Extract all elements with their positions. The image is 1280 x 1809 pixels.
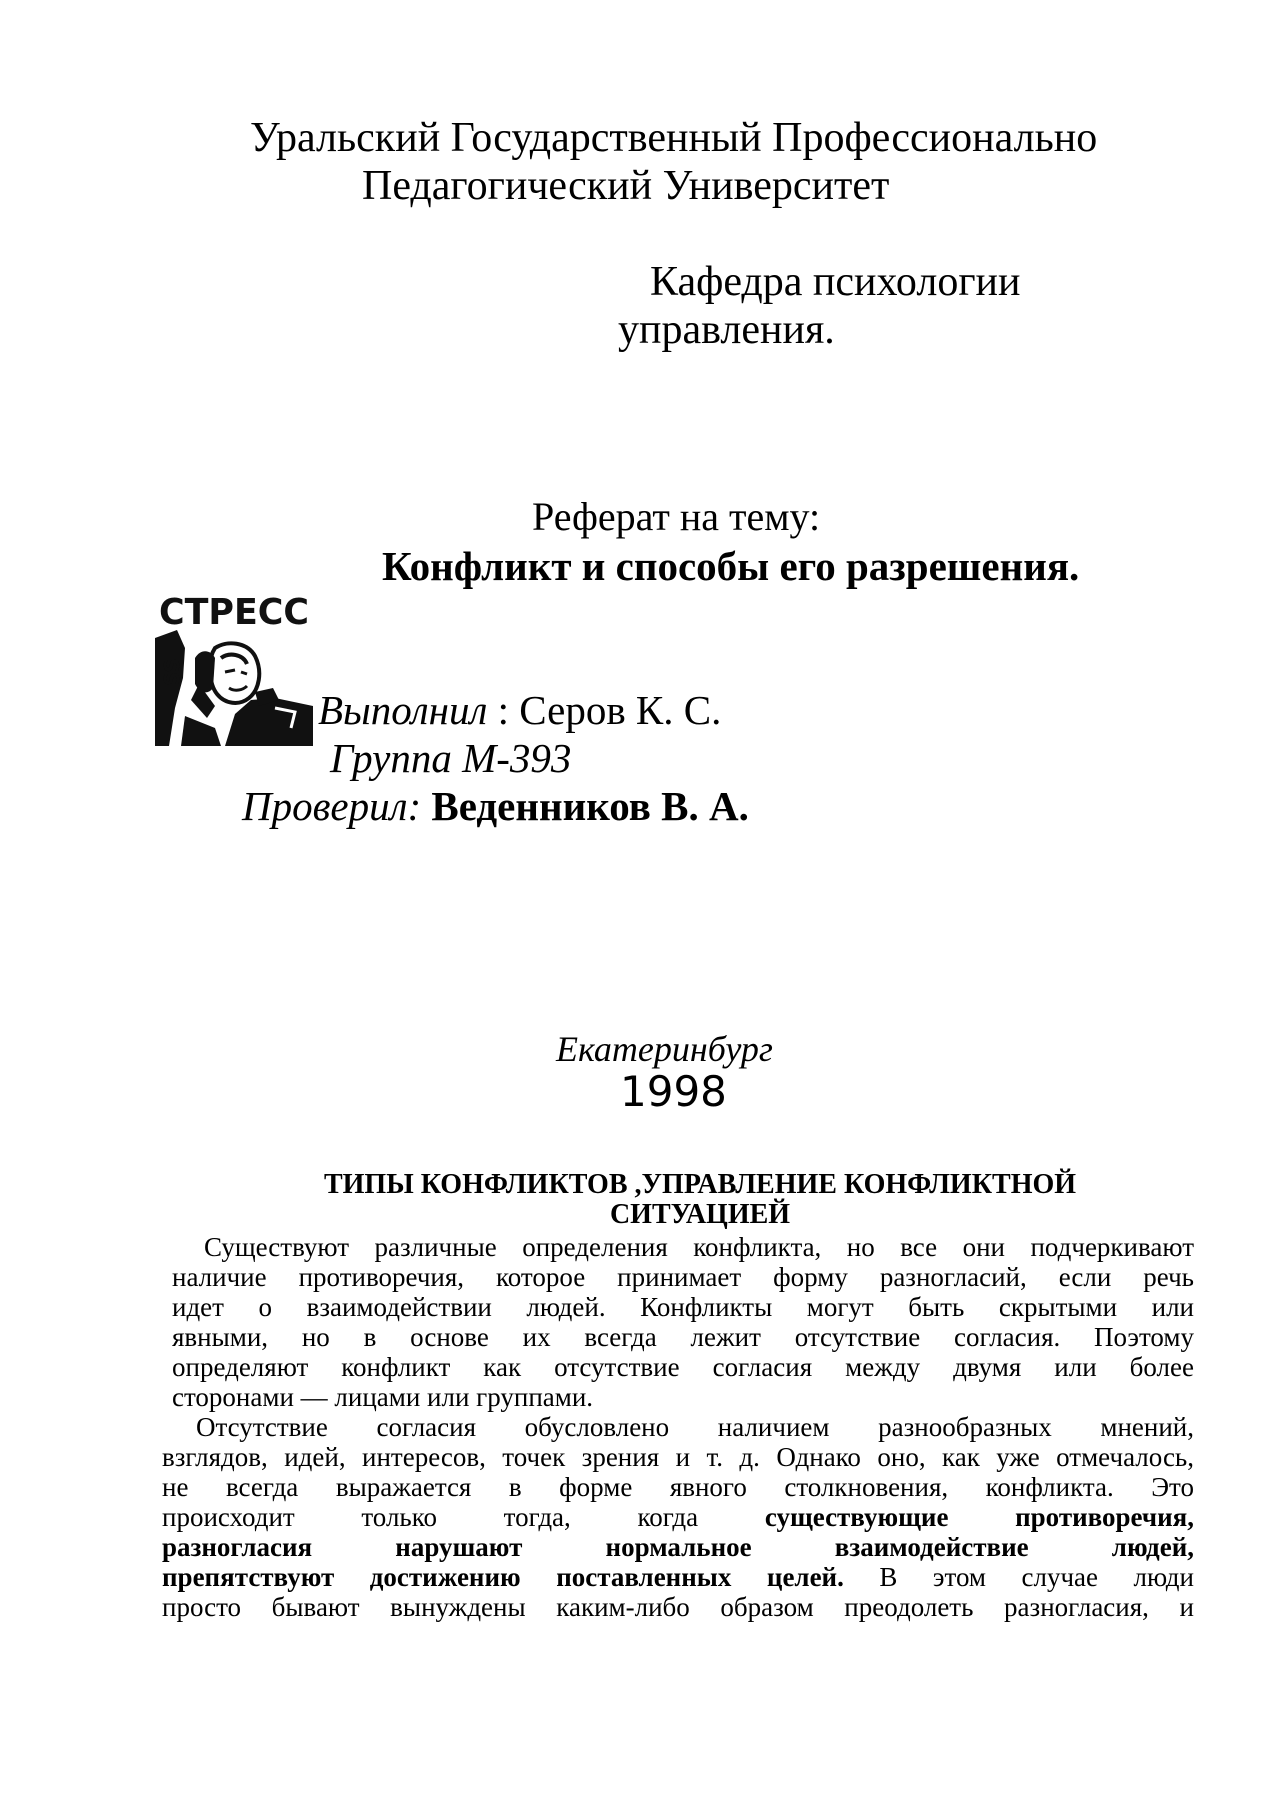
p2-bold-2: разногласия нарушают нормальное взаимодействие людей, bbox=[162, 1532, 1194, 1562]
report-title: Конфликт и способы его разрешения. bbox=[382, 543, 1080, 589]
p1-line-4: явными, но в основе их всегда лежит отсутствие согласия. Поэтому bbox=[172, 1322, 1194, 1352]
performed-value: : Серов К. С. bbox=[487, 687, 722, 733]
checked-label: Проверил: bbox=[242, 783, 422, 829]
logo-side-text: SS bbox=[160, 658, 184, 686]
year: 1998 bbox=[620, 1067, 727, 1116]
p1-line-2: наличие противоречия, которое принимает форму разногласий, если речь bbox=[172, 1262, 1194, 1292]
p1-line-1: Существуют различные определения конфликта, но все они подчеркивают bbox=[204, 1232, 1194, 1262]
department-name-line1: Кафедра психологии bbox=[650, 259, 1021, 305]
section-heading-line2: СИТУАЦИЕЙ bbox=[609, 1199, 791, 1230]
report-label: Реферат на тему: bbox=[532, 494, 821, 539]
p2-line-1: Отсутствие согласия обусловлено наличием разнообразных мнений, bbox=[196, 1412, 1194, 1442]
p2-line-6 bbox=[162, 1562, 1194, 1592]
university-name-line2: Педагогический Университет bbox=[362, 163, 890, 209]
department-name-line2: управления. bbox=[618, 307, 835, 353]
p2-bold-1: существующие противоречия, bbox=[764, 1502, 1194, 1532]
p2-line-3: не всегда выражается в форме явного столкновения, конфликта. Это bbox=[162, 1472, 1194, 1502]
p2-line-2: взглядов, идей, интересов, точек зрения и т. д. Однако оно, как уже отмечалось, bbox=[162, 1442, 1194, 1472]
university-name-line1: Уральский Государственный Профессионально bbox=[250, 115, 1098, 161]
p2-line-4-text: происходит только тогда, когда bbox=[162, 1502, 699, 1532]
performed-label: Выполнил bbox=[318, 687, 488, 733]
p2-line-5 bbox=[162, 1532, 1194, 1562]
city-name: Екатеринбург bbox=[556, 1029, 773, 1069]
logo-text: СТРЕСС bbox=[159, 592, 309, 633]
checked-by-line bbox=[242, 782, 749, 830]
p2-line-4 bbox=[162, 1502, 1194, 1532]
p2-after-bold: В этом случае люди bbox=[843, 1562, 1194, 1592]
section-heading bbox=[200, 1170, 1200, 1230]
p2-line-7: просто бывают вынуждены каким-либо образом преодолеть разногласия, и bbox=[162, 1592, 1194, 1622]
group-line bbox=[330, 734, 571, 782]
p2-bold-3: препятствуют достижению поставленных целей. bbox=[162, 1562, 844, 1592]
stress-logo-icon bbox=[155, 588, 313, 746]
p1-line-6: сторонами — лицами или группами. bbox=[172, 1382, 594, 1412]
p1-line-5: определяют конфликт как отсутствие согласия между двумя или более bbox=[172, 1352, 1194, 1382]
group-label: Группа М-393 bbox=[330, 735, 572, 781]
p1-line-3: идет о взаимодействии людей. Конфликты могут быть скрытыми или bbox=[172, 1292, 1194, 1322]
section-heading-line1: ТИПЫ КОНФЛИКТОВ ,УПРАВЛЕНИЕ КОНФЛИКТНОЙ bbox=[323, 1169, 1077, 1200]
performed-by-line bbox=[318, 686, 721, 734]
checked-value: Веденников В. А. bbox=[421, 783, 749, 829]
